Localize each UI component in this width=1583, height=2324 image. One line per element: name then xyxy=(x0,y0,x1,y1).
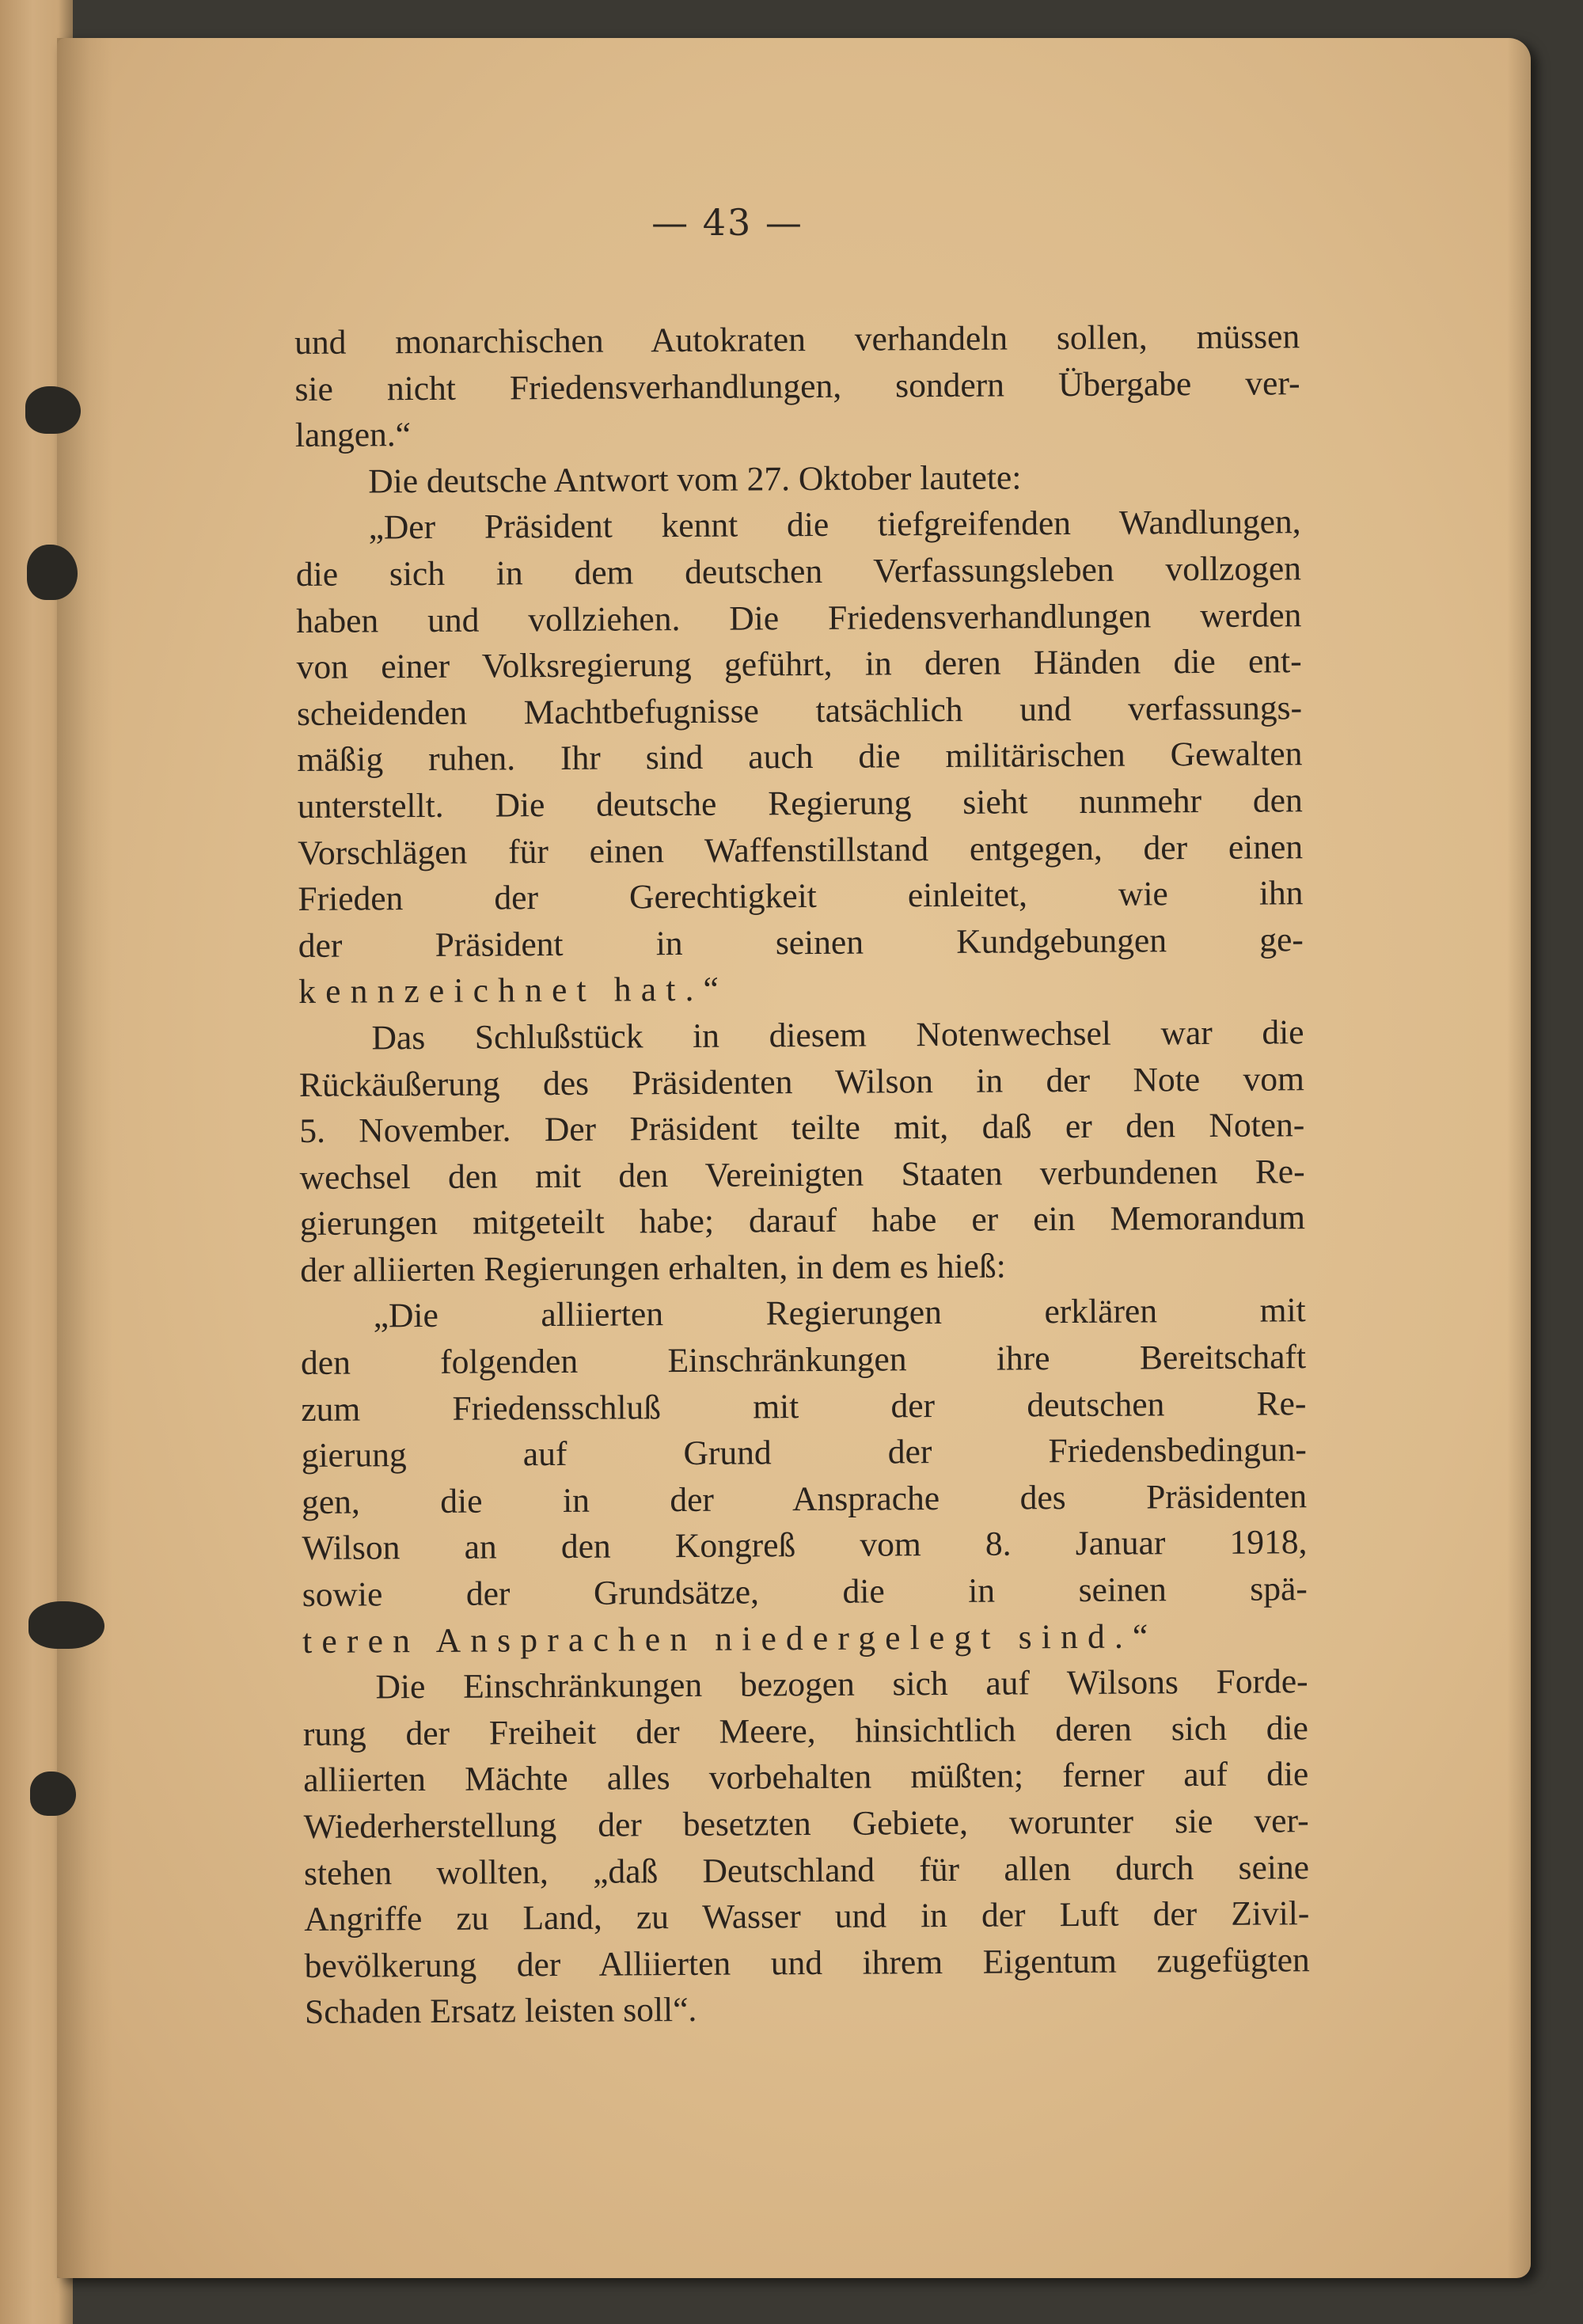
binding-hole xyxy=(25,386,81,434)
spaced-text-line: gierung auf Grund der Friedensbedingun- xyxy=(301,1430,1307,1475)
text-line: alliierten Mächte alles vorbehalten müßten; ferner auf die xyxy=(303,1755,1309,1800)
binding-hole xyxy=(28,1601,104,1649)
text-line: von einer Volksregierung geführt, in deren Händen die ent- xyxy=(296,642,1302,687)
body-text xyxy=(294,313,1310,2036)
text-line: Angriffe zu Land, zu Wasser und in der Luft der Zivil- xyxy=(304,1894,1310,1939)
text-line: unterstellt. Die deutsche Regierung sieht nunmehr den xyxy=(297,781,1303,826)
text-line: Das Schlußstück in diesem Notenwechsel war die xyxy=(371,1013,1304,1058)
page-right-edge xyxy=(1507,38,1531,2278)
text-line: mäßig ruhen. Ihr sind auch die militärischen Gewalten xyxy=(297,735,1303,780)
text-line: der alliierten Regierungen erhalten, in dem es hieß: xyxy=(300,1247,1006,1289)
spine-shadow xyxy=(57,38,112,2278)
text-line: Rückäußerung des Präsidenten Wilson in der Note vom xyxy=(298,1059,1305,1104)
text-line: Die Einschränkungen bezogen sich auf Wilsons Forde- xyxy=(375,1662,1308,1707)
text-line: haben und vollziehen. Die Friedensverhandlungen werden xyxy=(296,595,1302,640)
text-line: sie nicht Friedensverhandlungen, sondern Übergabe ver- xyxy=(294,363,1300,408)
page-number: — 43 — xyxy=(651,201,803,244)
text-line: Vorschlägen für einen Waffenstillstand entgegen, der einen xyxy=(297,827,1304,872)
spaced-text-line: Frieden der Gerechtigkeit einleitet, wie ihn xyxy=(298,874,1304,919)
spaced-text-line: gen, die in der Ansprache des Präsidenten xyxy=(301,1477,1308,1521)
text-line: Die deutsche Antwort vom 27. Oktober lautete: xyxy=(368,458,1022,501)
binding-hole xyxy=(30,1771,76,1816)
spaced-text-line: zum Friedensschluß mit der deutschen Re- xyxy=(301,1384,1307,1429)
text-line: bevölkerung der Alliierten und ihrem Eigentum zugefügten xyxy=(304,1940,1310,1985)
spaced-text-line: den folgenden Einschränkungen ihre Bereitschaft xyxy=(300,1338,1307,1383)
spaced-text-line: „Die alliierten Regierungen erklären mit xyxy=(373,1291,1306,1335)
text-line: und monarchischen Autokraten verhandeln sollen, müssen xyxy=(294,317,1300,362)
spaced-text-line: kennzeichnet hat.“ xyxy=(298,970,729,1012)
book-page xyxy=(57,38,1531,2278)
text-line: rung der Freiheit der Meere, hinsichtlich deren sich die xyxy=(302,1709,1309,1753)
text-line: gierungen mitgeteilt habe; darauf habe er ein Memorandum xyxy=(299,1198,1306,1244)
spaced-text-line: der Präsident in seinen Kundgebungen ge- xyxy=(298,920,1304,965)
text-line: stehen wollten, „daß Deutschland für allen durch seine xyxy=(303,1847,1310,1893)
text-line: Wiederherstellung der besetzten Gebiete, worunter sie ver- xyxy=(303,1802,1309,1846)
text-line: langen.“ xyxy=(294,416,412,455)
text-line: die sich in dem deutschen Verfassungsleben vollzogen xyxy=(295,549,1302,594)
text-line: wechsel den mit den Vereinigten Staaten verbundenen Re- xyxy=(299,1152,1305,1197)
spaced-text-line: Wilson an den Kongreß vom 8. Januar 1918, xyxy=(302,1523,1308,1568)
text-line: scheidenden Machtbefugnisse tatsächlich und verfassungs- xyxy=(296,688,1303,733)
spaced-text-line: sowie der Grundsätze, die in seinen spä- xyxy=(302,1570,1308,1615)
text-line: 5. November. Der Präsident teilte mit, daß er den Noten- xyxy=(299,1106,1305,1151)
text-line: „Der Präsident kennt die tiefgreifenden Wandlungen, xyxy=(368,503,1301,547)
binding-hole xyxy=(27,545,78,600)
text-line: Schaden Ersatz leisten soll“. xyxy=(304,1991,697,2032)
spaced-text-line: teren Ansprachen niedergelegt sind.“ xyxy=(302,1616,1158,1661)
